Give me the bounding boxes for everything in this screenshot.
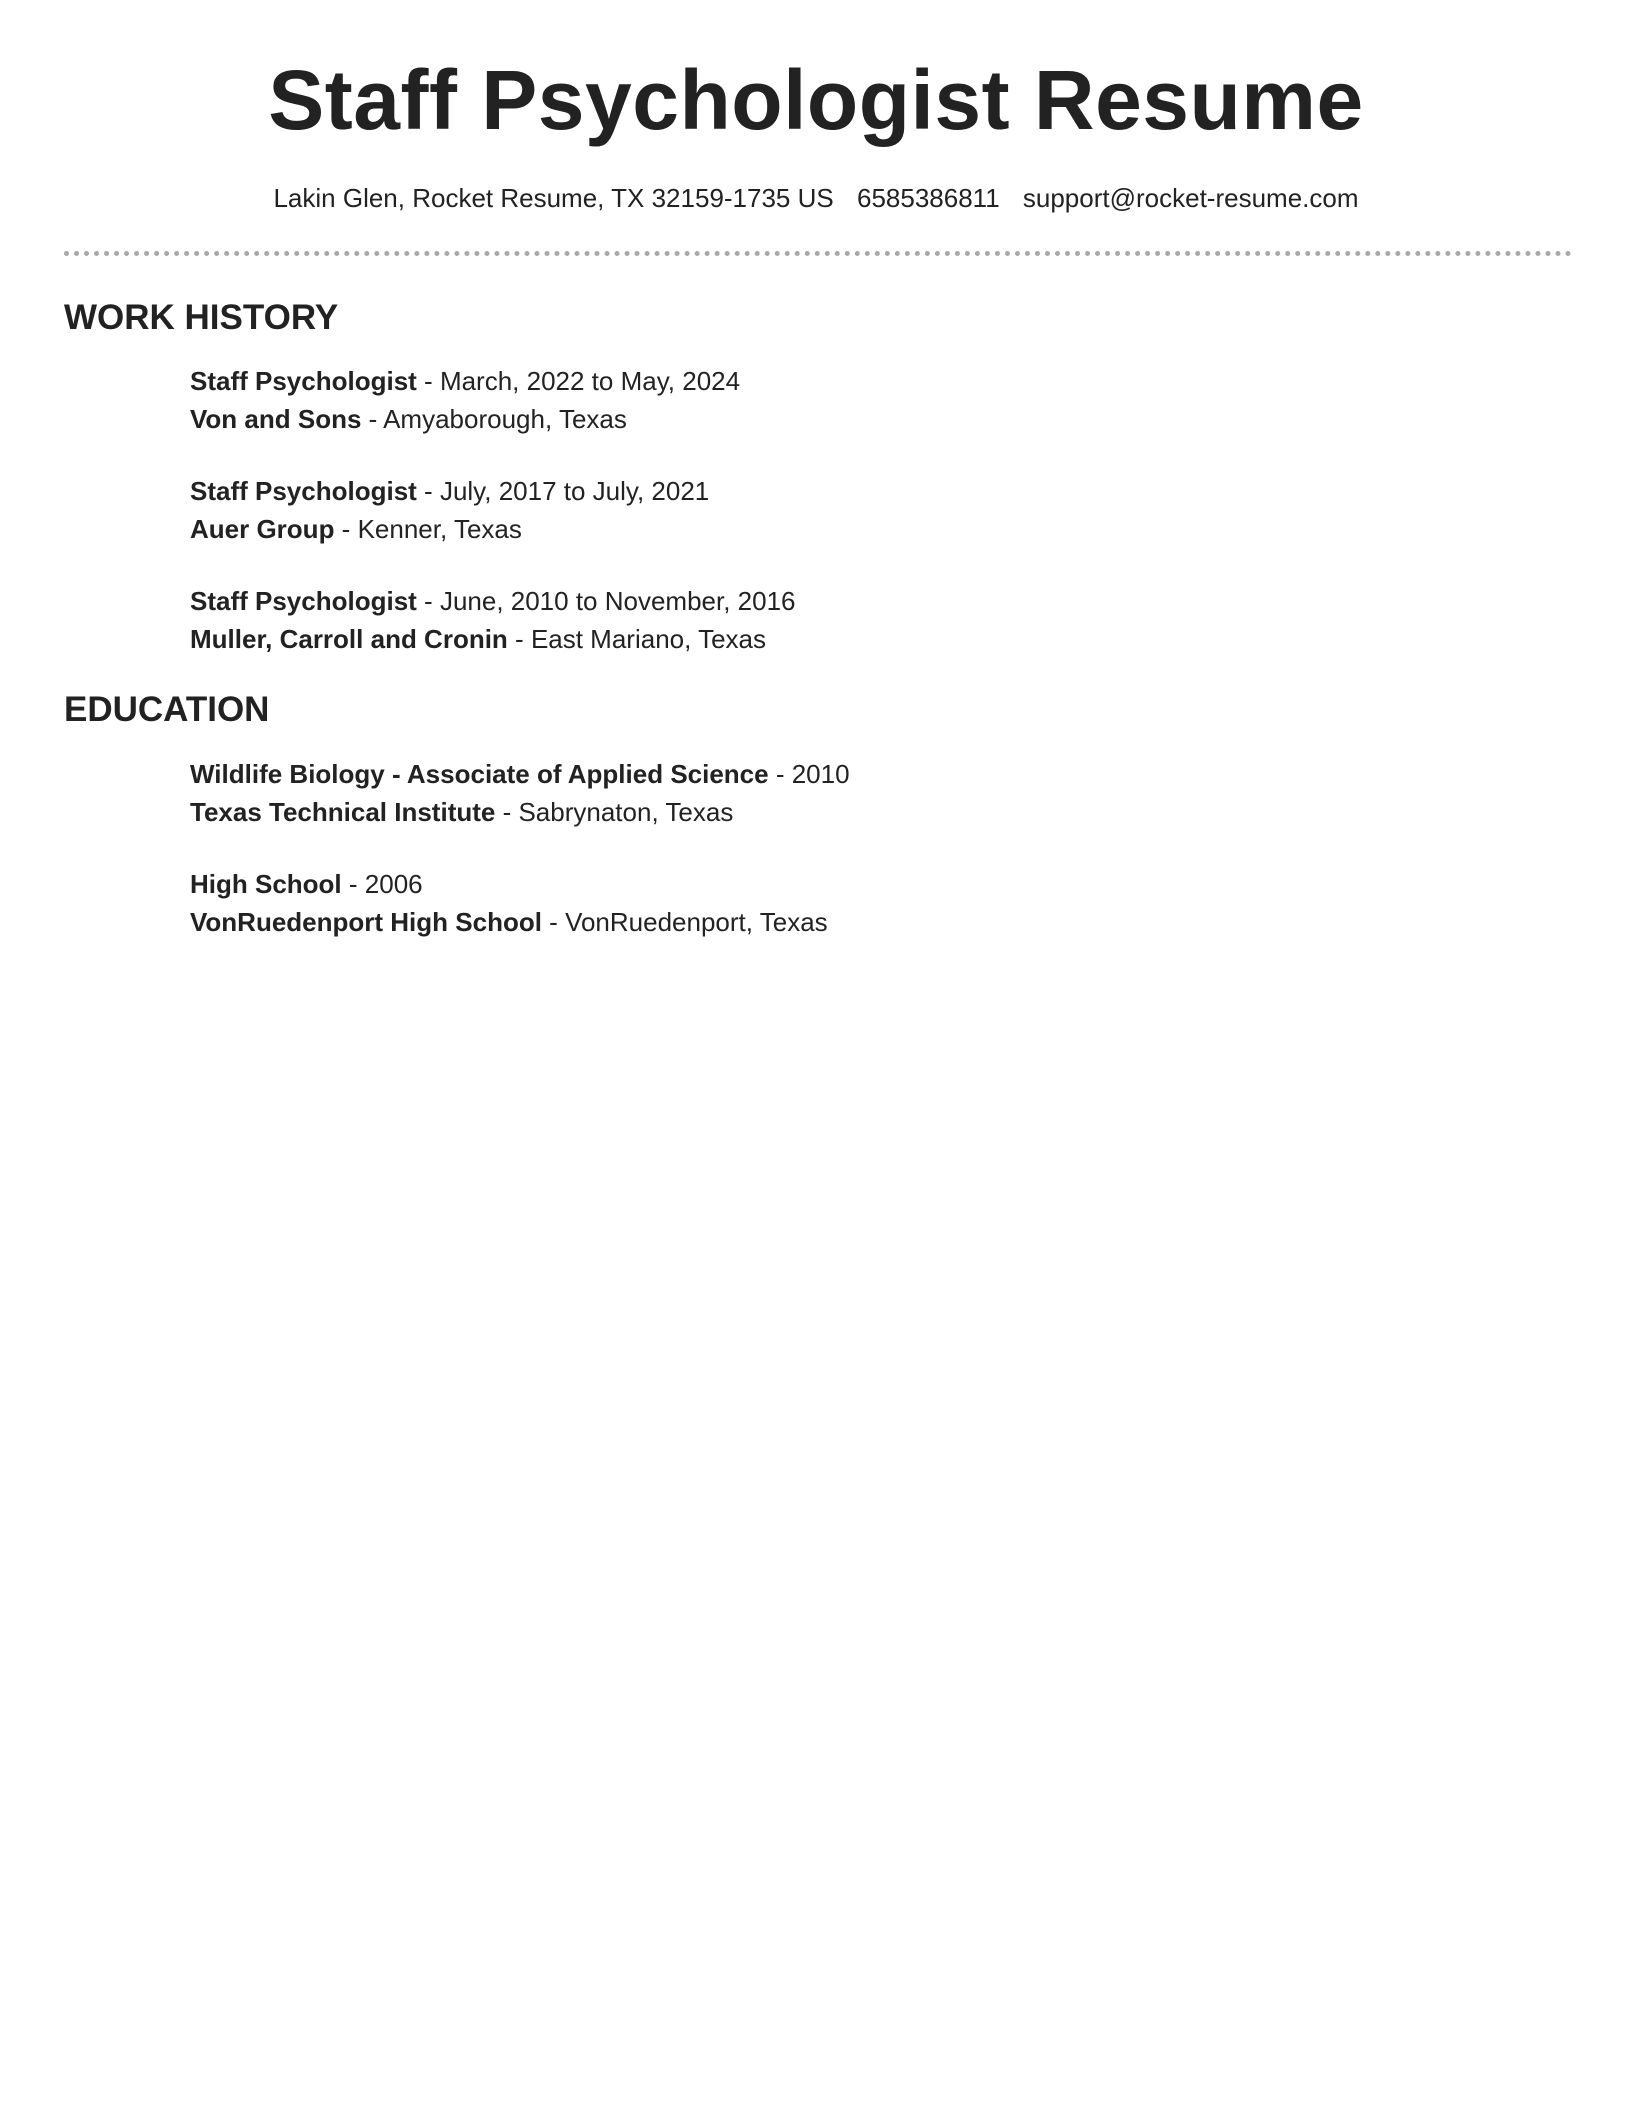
contact-email: support@rocket-resume.com [1022, 183, 1359, 213]
job-title: Staff Psychologist [190, 476, 417, 506]
company-location: Amyaborough, Texas [383, 404, 627, 434]
graduation-year: 2006 [364, 869, 423, 899]
separator: - [507, 624, 531, 654]
job-title: Staff Psychologist [190, 366, 417, 396]
work-entry [190, 582, 1490, 658]
education-entry [190, 865, 1490, 941]
separator: - [361, 404, 384, 434]
education-entry-degree-line [190, 755, 1490, 793]
company-name: Muller, Carroll and Cronin [190, 624, 508, 654]
school-location: VonRuedenport, Texas [565, 907, 828, 937]
separator: - [416, 586, 440, 616]
separator: - [416, 366, 440, 396]
work-entry [190, 472, 1490, 548]
school-location: Sabrynaton, Texas [518, 797, 734, 827]
company-location: Kenner, Texas [357, 514, 522, 544]
job-title: Staff Psychologist [190, 586, 417, 616]
contact-phone: 6585386811 [856, 183, 1000, 213]
work-entry-title-line [190, 582, 1490, 620]
work-history-list [190, 362, 1490, 692]
separator: - [768, 759, 792, 789]
education-entry-school-line [190, 903, 1490, 941]
school-name: Texas Technical Institute [190, 797, 496, 827]
job-dates: March, 2022 to May, 2024 [439, 366, 741, 396]
education-entry-school-line [190, 793, 1490, 831]
degree-name: Wildlife Biology - Associate of Applied Science [190, 759, 769, 789]
company-location: East Mariano, Texas [530, 624, 767, 654]
education-entry [190, 755, 1490, 831]
work-entry [190, 362, 1490, 438]
work-entry-company-line [190, 620, 1490, 658]
work-entry-title-line [190, 362, 1490, 400]
separator: - [334, 514, 358, 544]
job-dates: June, 2010 to November, 2016 [439, 586, 796, 616]
company-name: Von and Sons [190, 404, 362, 434]
separator: - [541, 907, 566, 937]
education-entry-degree-line [190, 865, 1490, 903]
job-dates: July, 2017 to July, 2021 [439, 476, 710, 506]
work-entry-title-line [190, 472, 1490, 510]
graduation-year: 2010 [791, 759, 850, 789]
separator: - [341, 869, 365, 899]
work-history-heading: WORK HISTORY [64, 298, 339, 337]
education-heading: EDUCATION [64, 690, 270, 729]
page-title: Staff Psychologist Resume [268, 53, 1364, 147]
work-entry-company-line [190, 400, 1490, 438]
school-name: VonRuedenport High School [190, 907, 542, 937]
work-entry-company-line [190, 510, 1490, 548]
separator: - [495, 797, 519, 827]
company-name: Auer Group [190, 514, 335, 544]
separator: - [416, 476, 440, 506]
contact-address: Lakin Glen, Rocket Resume, TX 32159-1735 US [273, 183, 834, 213]
education-list [190, 755, 1490, 975]
dotted-divider [64, 251, 1572, 256]
degree-name: High School [190, 869, 342, 899]
contact-info [0, 180, 1632, 216]
